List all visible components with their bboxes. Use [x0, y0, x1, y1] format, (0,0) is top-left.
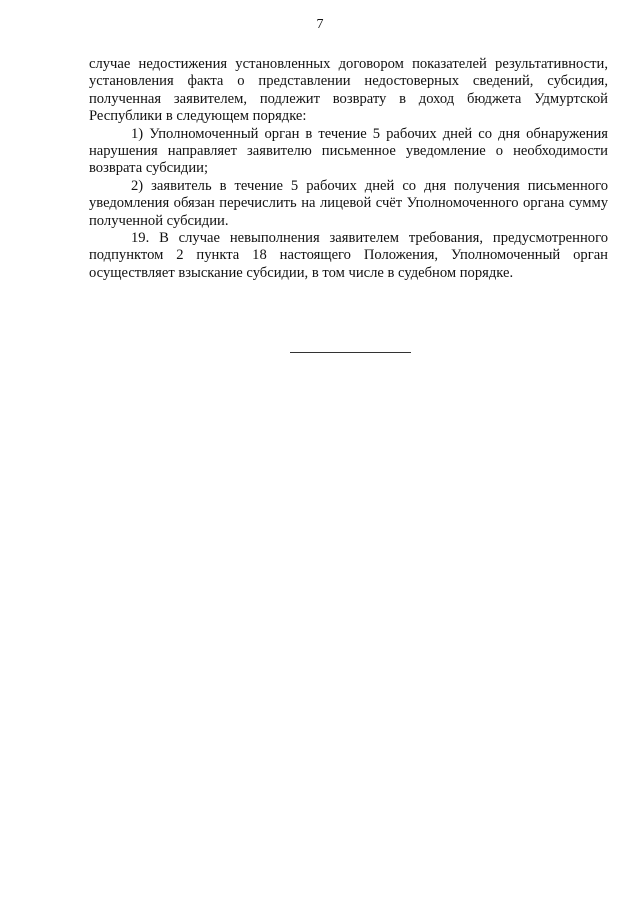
page-number: 7: [316, 17, 324, 32]
paragraph-continuation: случае недостижения установленных договором показателей результативности, установления факта о представлении недостоверных сведений, субсидия, полученная заявителем, подлежит возврату в доход бюджета Удмуртской Республики в следующем порядке:: [89, 56, 608, 125]
document-body: [89, 56, 608, 282]
paragraph-item-1: 1) Уполномоченный орган в течение 5 рабочих дней со дня обнаружения нарушения направляет заявителю письменное уведомление о необходимости возврата субсидии;: [89, 125, 608, 177]
end-separator-line: [290, 352, 411, 353]
paragraph-item-2: 2) заявитель в течение 5 рабочих дней со дня получения письменного уведомления обязан перечислить на лицевой счёт Уполномоченного органа сумму полученной субсидии.: [89, 177, 608, 229]
paragraph-clause-19: 19. В случае невыполнения заявителем требования, предусмотренного подпунктом 2 пункта 18 настоящего Положения, Уполномоченный орган осуществляет взыскание субсидии, в том числе в судебном порядке.: [89, 230, 608, 281]
